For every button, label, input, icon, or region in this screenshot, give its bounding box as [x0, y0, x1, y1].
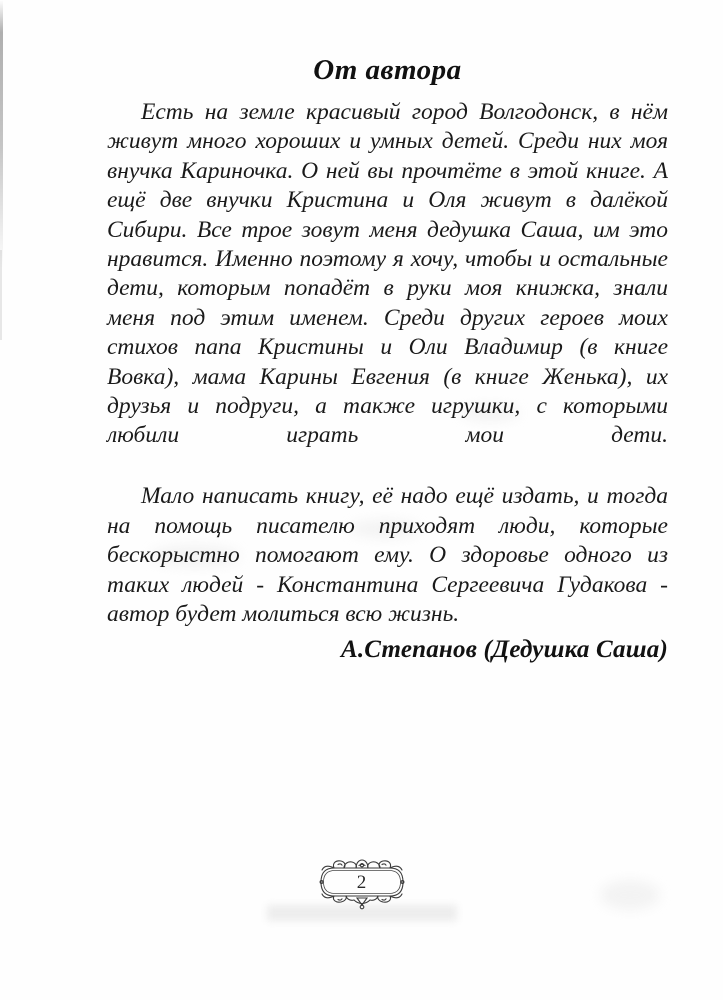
page-content	[107, 50, 668, 667]
page-title: От автора	[313, 54, 462, 86]
body-paragraph-2: Мало написать книгу, её надо ещё издать, и тогда на помощь писателю приходят люди, которые бескорыстно помогают ему. О здоровье одного из таких людей - Константина Сергеевича Гудакова - автор будет молиться всю жизнь.	[107, 483, 668, 627]
scan-edge-artifact-lower	[0, 250, 2, 340]
paper-blotch	[600, 880, 660, 910]
author-signature: А.Степанов (Дедушка Саша)	[340, 636, 668, 664]
scan-edge-artifact	[0, 0, 3, 268]
body-paragraph-1: Есть на земле красивый город Волгодонск, в нём живут много хороших и умных детей. Среди них моя внучка Кариночка. О ней вы прочтёте в этой книге. А ещё две внучки Кристина и Оля живут в далёкой Сибири. Все трое зовут меня дедушка Саша, им это нравится. Именно поэтому я хочу, чтобы и остальные дети, которым попадёт в руки моя книжка, знали меня под этим именем. Среди других героев моих стихов папа Кристины и Оли Владимир (в книге Вовка), мама Карины Евгения (в книге Женька), их друзья и подруги, а также игрушки, с которыми любили играть мои дети.	[107, 99, 668, 449]
page-number: 2	[356, 872, 367, 893]
page-number-cartouche	[308, 852, 416, 912]
